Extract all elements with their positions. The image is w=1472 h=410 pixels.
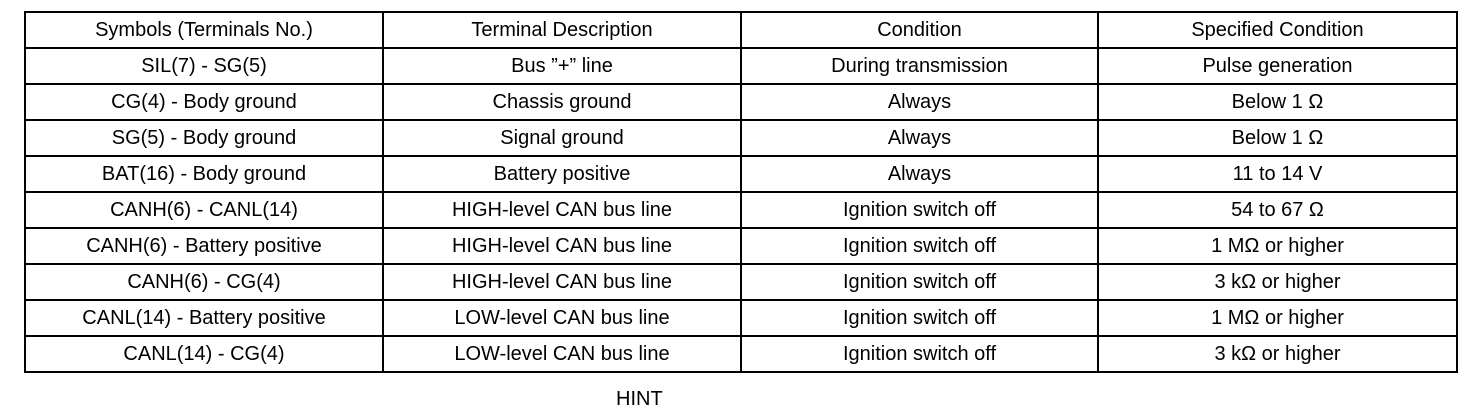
cell-description: Signal ground [383,120,741,156]
cell-specified-condition: 3 kΩ or higher [1098,264,1457,300]
cell-condition: Always [741,84,1098,120]
cell-description: HIGH-level CAN bus line [383,192,741,228]
table-row [25,48,1457,84]
cell-specified-condition: 11 to 14 V [1098,156,1457,192]
cell-condition: During transmission [741,48,1098,84]
cell-symbols: CANL(14) - Battery positive [25,300,383,336]
cell-symbols: CANL(14) - CG(4) [25,336,383,372]
cell-description: LOW-level CAN bus line [383,336,741,372]
header-condition: Condition [741,12,1098,48]
table-row [25,228,1457,264]
cell-description: Bus ”+” line [383,48,741,84]
cell-symbols: CG(4) - Body ground [25,84,383,120]
cell-specified-condition: 1 MΩ or higher [1098,300,1457,336]
cell-condition: Always [741,156,1098,192]
cell-symbols: CANH(6) - Battery positive [25,228,383,264]
table-row [25,84,1457,120]
cell-specified-condition: 54 to 67 Ω [1098,192,1457,228]
cell-specified-condition: 1 MΩ or higher [1098,228,1457,264]
table-header-row [25,12,1457,48]
cell-symbols: CANH(6) - CG(4) [25,264,383,300]
table-row [25,120,1457,156]
cell-condition: Ignition switch off [741,228,1098,264]
hint-heading-cut: HINT [616,388,663,410]
cell-symbols: CANH(6) - CANL(14) [25,192,383,228]
cell-specified-condition: Pulse generation [1098,48,1457,84]
table-row [25,300,1457,336]
cell-symbols: BAT(16) - Body ground [25,156,383,192]
table-row [25,336,1457,372]
cell-description: Battery positive [383,156,741,192]
cell-specified-condition: 3 kΩ or higher [1098,336,1457,372]
table-row [25,192,1457,228]
cell-description: LOW-level CAN bus line [383,300,741,336]
cell-description: Chassis ground [383,84,741,120]
cell-description: HIGH-level CAN bus line [383,264,741,300]
cell-condition: Always [741,120,1098,156]
header-terminal-description: Terminal Description [383,12,741,48]
cell-condition: Ignition switch off [741,192,1098,228]
cell-condition: Ignition switch off [741,300,1098,336]
cell-condition: Ignition switch off [741,264,1098,300]
terminal-spec-table [24,11,1458,373]
header-specified-condition: Specified Condition [1098,12,1457,48]
table-row [25,156,1457,192]
header-symbols: Symbols (Terminals No.) [25,12,383,48]
cell-symbols: SG(5) - Body ground [25,120,383,156]
cell-condition: Ignition switch off [741,336,1098,372]
table-row [25,264,1457,300]
cell-symbols: SIL(7) - SG(5) [25,48,383,84]
cell-specified-condition: Below 1 Ω [1098,84,1457,120]
cell-description: HIGH-level CAN bus line [383,228,741,264]
cell-specified-condition: Below 1 Ω [1098,120,1457,156]
